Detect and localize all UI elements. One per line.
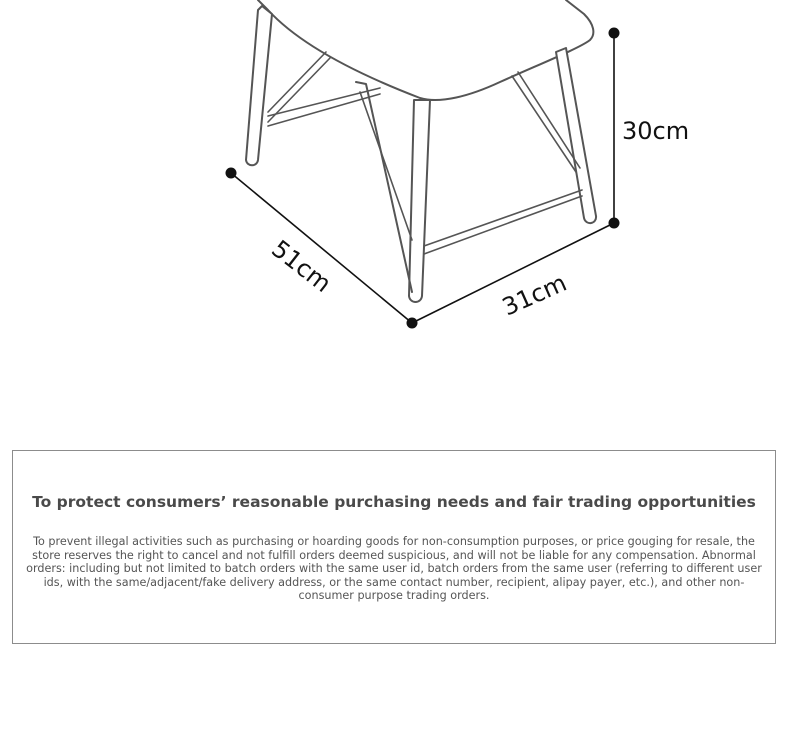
depth-label: 51cm bbox=[266, 234, 337, 299]
stool-seat bbox=[258, 0, 593, 100]
stool-leg-front bbox=[409, 100, 430, 302]
stool-leg-side bbox=[356, 82, 412, 292]
height-bottom-dot bbox=[609, 218, 620, 229]
width-label: 31cm bbox=[498, 268, 571, 322]
stool-leg-back-left bbox=[246, 6, 272, 165]
corner-dot bbox=[407, 318, 418, 329]
notice-body: To prevent illegal activities such as purchasing or hoarding goods for non-consumption purposes, or price gouging for resale, the store reserves the right to cancel and not fulfill orders deemed suspicious, and will not be liable for any compensation. Abnormal orders: including but not limited to batch orders with the same user id, batch orders from the same user (referring to different user ids, with the same/adjacent/fake delivery address, or the same contact number, recipient, alipay payer, etc.), and other non-consumer purpose trading orders. bbox=[26, 535, 762, 603]
notice-title: To protect consumers’ reasonable purchasing needs and fair trading opportunities bbox=[32, 493, 756, 511]
depth-left-dot bbox=[226, 168, 237, 179]
height-label: 30cm bbox=[622, 117, 690, 145]
purchase-notice-box bbox=[12, 450, 776, 644]
height-top-dot bbox=[609, 28, 620, 39]
depth-dimension-line bbox=[231, 173, 412, 323]
